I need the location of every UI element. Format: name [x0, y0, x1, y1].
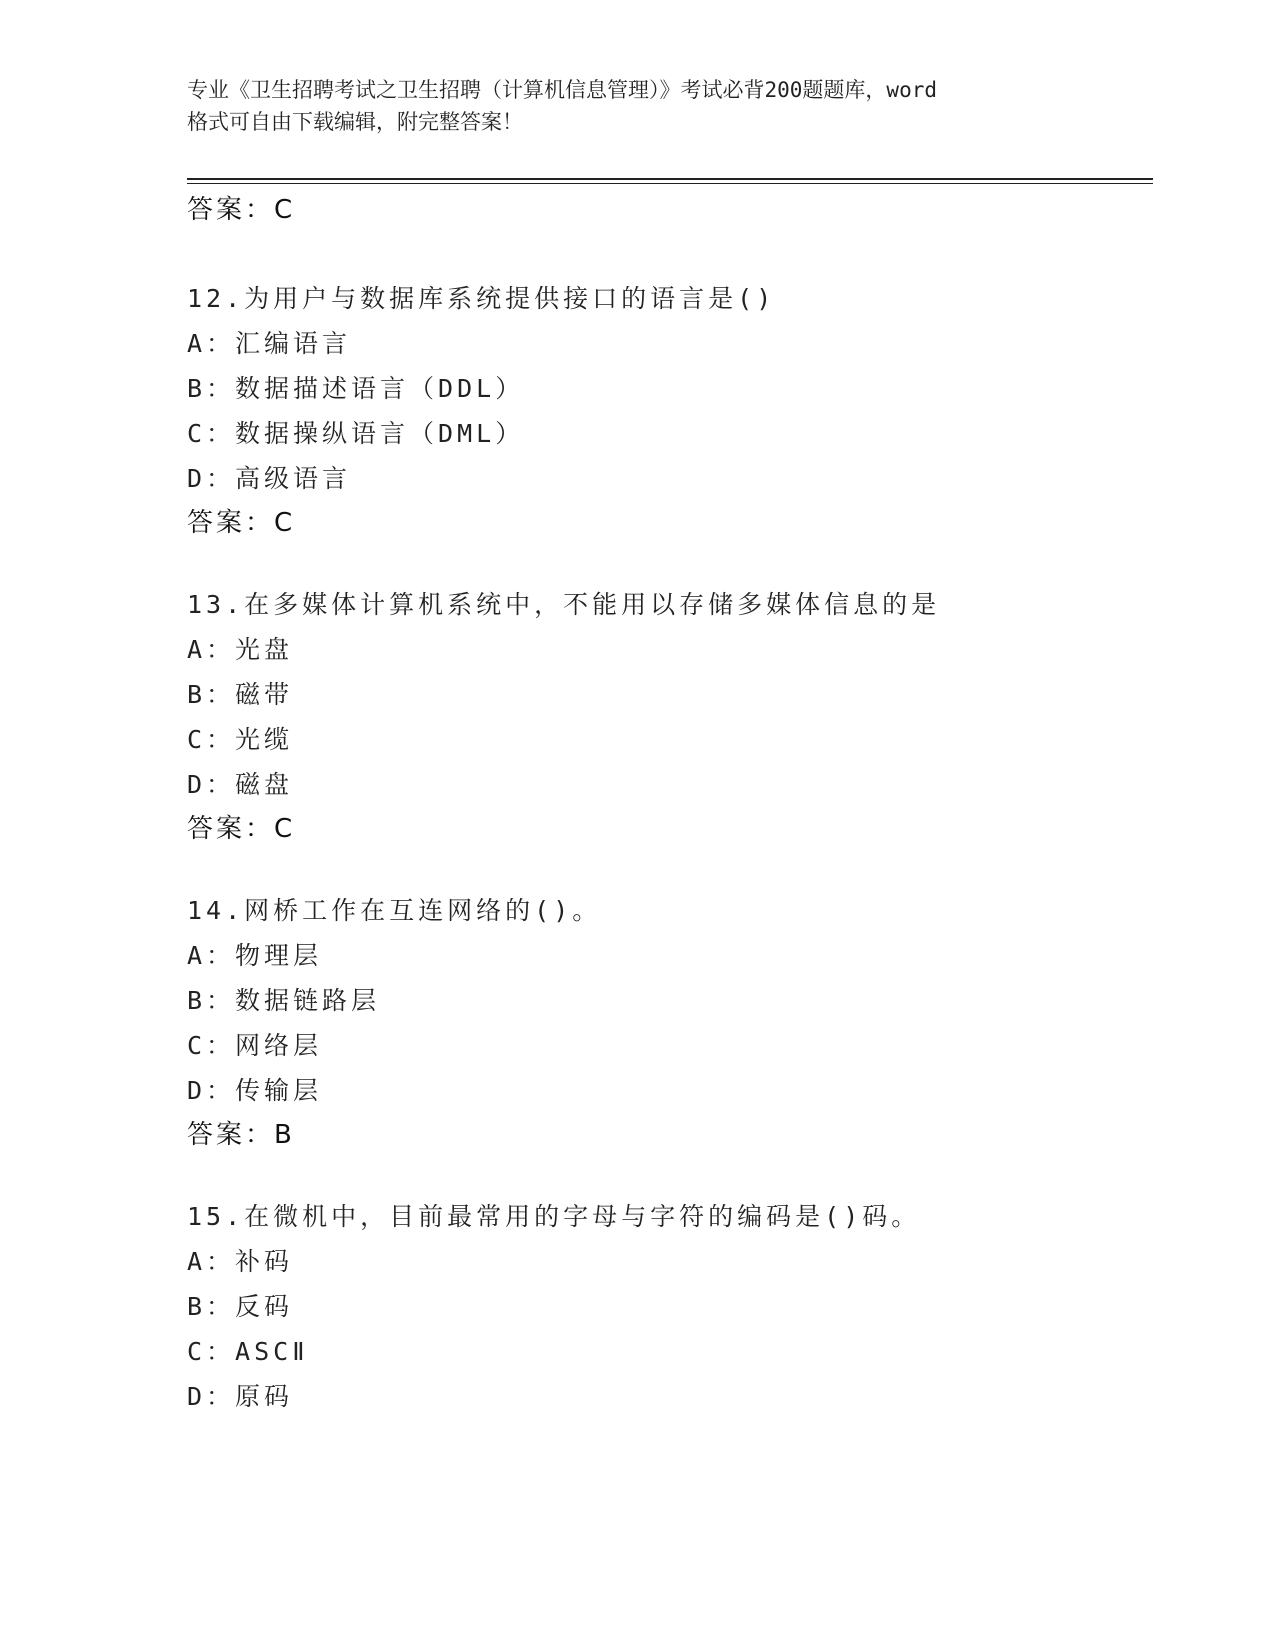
option-c: C：光缆	[187, 725, 294, 754]
option-a: A：补码	[187, 1247, 294, 1276]
question-13	[187, 582, 1153, 852]
answer-value: B	[274, 1120, 294, 1150]
answer-line	[187, 807, 1153, 852]
answer-line	[187, 501, 1153, 546]
question-15	[187, 1194, 1153, 1419]
answer-label: 答案：	[187, 1120, 275, 1150]
option-c: C：ASCⅡ	[187, 1337, 309, 1366]
question-stem: 15.在微机中，目前最常用的字母与字符的编码是()码。	[187, 1202, 921, 1231]
answer-value: C	[274, 195, 295, 225]
option-d: D：传输层	[187, 1076, 323, 1105]
question-stem: 14.网桥工作在互连网络的()。	[187, 896, 602, 925]
answer-label: 答案：	[187, 508, 275, 538]
answer-label: 答案：	[187, 195, 275, 225]
option-b: B：磁带	[187, 680, 294, 709]
header-divider-thick	[187, 178, 1153, 180]
question-stem: 12.为用户与数据库系统提供接口的语言是()	[187, 284, 776, 313]
answer-line	[187, 1113, 1153, 1158]
option-d: D：磁盘	[187, 770, 294, 799]
question-12	[187, 276, 1153, 546]
answer-prev-question	[187, 188, 1153, 233]
option-b: B：反码	[187, 1292, 294, 1321]
option-d: D：高级语言	[187, 464, 352, 493]
header-line-2: 格式可自由下载编辑，附完整答案！	[187, 110, 523, 134]
option-c: C：网络层	[187, 1031, 323, 1060]
answer-value: C	[274, 508, 295, 538]
option-b: B：数据链路层	[187, 986, 381, 1015]
answer-label: 答案：	[187, 814, 275, 844]
option-b: B：数据描述语言（DDL）	[187, 374, 525, 403]
option-a: A：物理层	[187, 941, 323, 970]
header-line-1: 专业《卫生招聘考试之卫生招聘（计算机信息管理）》考试必背200题题库，word	[187, 78, 937, 102]
header-divider-thin	[187, 183, 1153, 184]
option-a: A：光盘	[187, 635, 294, 664]
question-stem: 13.在多媒体计算机系统中，不能用以存储多媒体信息的是	[187, 590, 941, 619]
option-a: A：汇编语言	[187, 329, 352, 358]
document-header	[187, 74, 1087, 138]
answer-value: C	[274, 814, 295, 844]
question-14	[187, 888, 1153, 1158]
option-d: D：原码	[187, 1382, 294, 1411]
option-c: C：数据操纵语言（DML）	[187, 419, 525, 448]
